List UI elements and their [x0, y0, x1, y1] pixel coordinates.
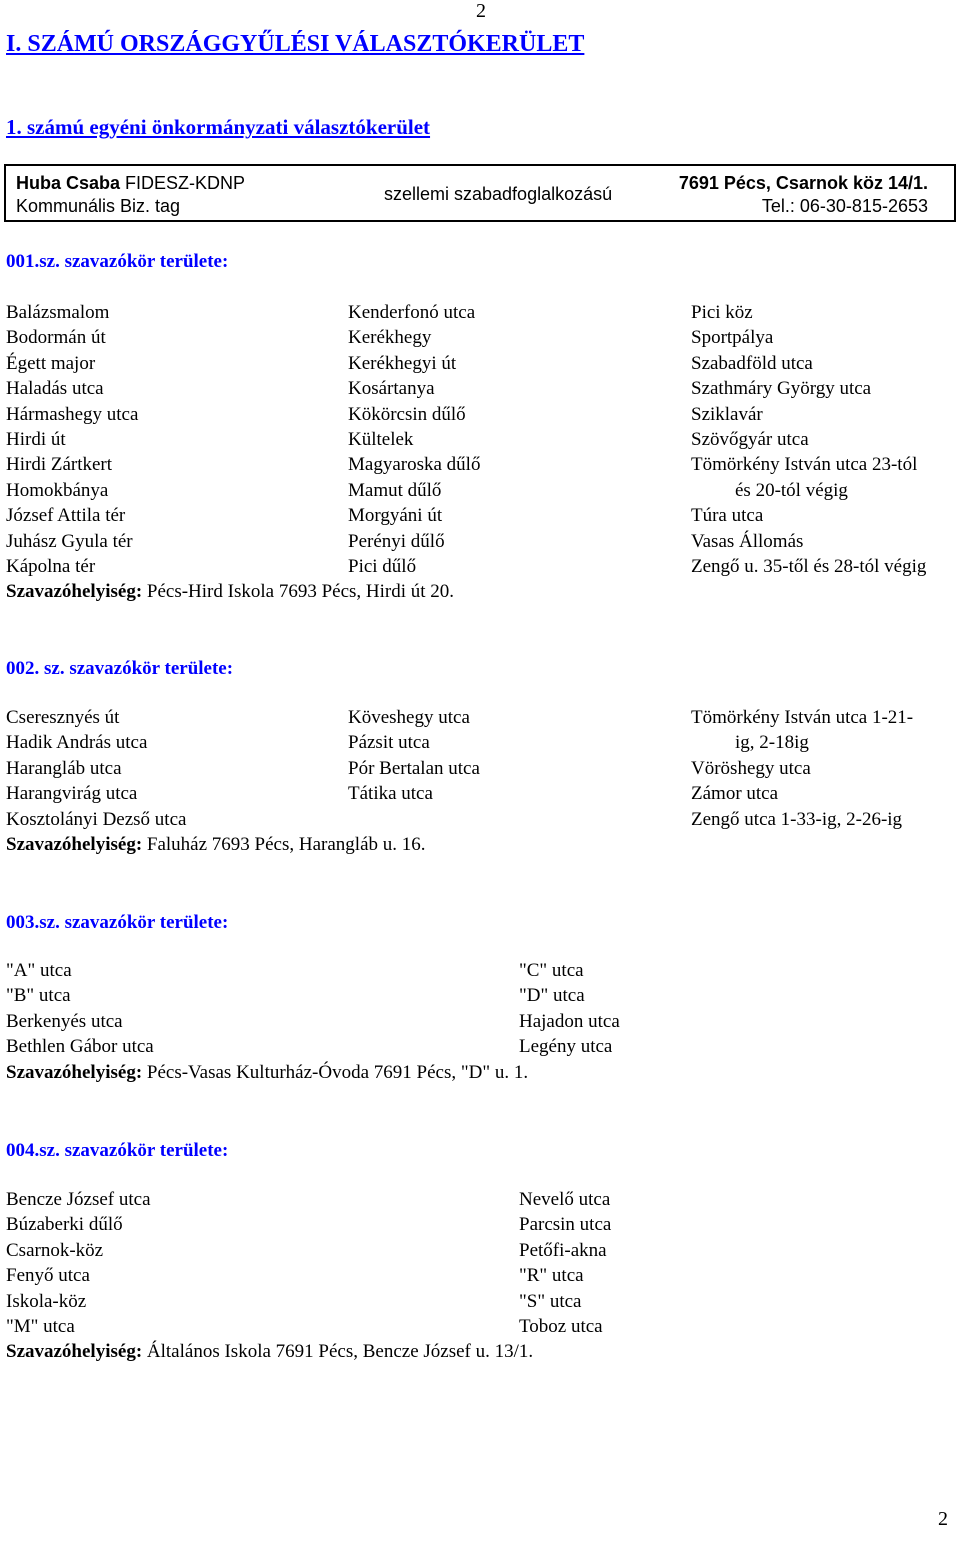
candidate-occupation: szellemi szabadfoglalkozású	[384, 184, 613, 204]
street-item: Legény utca	[519, 1036, 613, 1058]
street-item: "A" utca	[6, 960, 72, 981]
street-item: Hármashegy utca	[6, 403, 139, 425]
candidate-name: Huba Csaba	[16, 173, 121, 193]
street-item: Pór Bertalan utca	[348, 757, 480, 779]
polling-location-label: Szavazóhelyiség:	[6, 1061, 143, 1083]
district-subtitle: 1. számú egyéni önkormányzati választókerület	[6, 115, 431, 139]
street-item: Sziklavár	[691, 403, 763, 425]
street-item: Hirdi Zártkert	[6, 454, 113, 476]
street-item: "R" utca	[519, 1265, 584, 1287]
street-item: Hirdi út	[6, 429, 66, 450]
street-item: Kenderfonó utca	[348, 302, 476, 323]
polling-location-value: Pécs-Vasas Kulturház-Óvoda 7691 Pécs, "D" u. 1.	[142, 1061, 529, 1083]
polling-location-value: Általános Iskola 7691 Pécs, Bencze József u. 13/1.	[142, 1341, 534, 1363]
street-item: Harangláb utca	[6, 757, 122, 779]
street-item: Búzaberki dűlő	[6, 1214, 123, 1236]
street-item: Toboz utca	[519, 1316, 603, 1337]
street-item: Köveshegy utca	[348, 707, 470, 728]
street-item: Tömörkény István utca 23-tól	[691, 454, 918, 476]
candidate-party: FIDESZ-KDNP	[120, 173, 246, 193]
polling-location	[6, 579, 454, 604]
street-item: Égett major	[6, 352, 96, 374]
street-item: Pázsit utca	[348, 732, 430, 754]
street-item: "C" utca	[519, 960, 584, 981]
candidate-address: 7691 Pécs, Csarnok köz 14/1.	[678, 173, 928, 193]
street-item: Morgyáni út	[348, 505, 443, 527]
street-item: Szövőgyár utca	[691, 429, 809, 450]
polling-location-label: Szavazóhelyiség:	[6, 1341, 143, 1363]
street-item: Nevelő utca	[519, 1189, 611, 1210]
street-item: Fenyő utca	[6, 1265, 90, 1287]
street-item: Parcsin utca	[519, 1214, 612, 1236]
district-title: 004.sz. szavazókör területe:	[6, 1140, 229, 1161]
page-number-top: 2	[476, 0, 486, 22]
street-item: Zámor utca	[691, 783, 779, 805]
street-item: Pici köz	[691, 302, 753, 323]
polling-location-value: Pécs-Hird Iskola 7693 Pécs, Hirdi út 20.	[142, 581, 455, 603]
constituency-title: I. SZÁMÚ ORSZÁGGYŰLÉSI VÁLASZTÓKERÜLET	[6, 31, 585, 57]
street-item: Mamut dűlő	[348, 479, 442, 501]
street-item: Tömörkény István utca 1-21-	[691, 707, 914, 728]
street-item: Sportpálya	[691, 327, 774, 349]
street-item: Kerékhegy	[348, 327, 432, 349]
street-item: "D" utca	[519, 985, 585, 1007]
street-item: és 20-tól végig	[735, 479, 848, 501]
street-item: Vasas Állomás	[691, 530, 804, 552]
street-item: József Attila tér	[6, 505, 126, 527]
street-item: Perényi dűlő	[348, 530, 445, 552]
street-item: Homokbánya	[6, 479, 109, 501]
street-item: Kápolna tér	[6, 556, 96, 577]
street-item: Bethlen Gábor utca	[6, 1036, 154, 1058]
street-item: Haladás utca	[6, 378, 104, 400]
polling-location	[6, 1060, 528, 1085]
street-item: Kosártanya	[348, 378, 435, 400]
candidate-name-line	[16, 172, 245, 194]
street-item: Vöröshegy utca	[691, 757, 811, 779]
polling-location	[6, 1339, 533, 1364]
street-item: Csarnok-köz	[6, 1239, 104, 1261]
street-item: Iskola-köz	[6, 1290, 87, 1312]
street-item: Balázsmalom	[6, 302, 110, 323]
street-item: Zengő utca 1-33-ig, 2-26-ig	[691, 808, 903, 830]
street-item: Kerékhegyi út	[348, 352, 457, 374]
street-item: Tátika utca	[348, 783, 433, 805]
street-item: Kökörcsin dűlő	[348, 403, 466, 425]
street-item: ig, 2-18ig	[735, 732, 809, 754]
street-item: Bodormán út	[6, 327, 106, 349]
street-item: Hadik András utca	[6, 732, 148, 754]
candidate-phone: Tel.: 06-30-815-2653	[761, 196, 928, 216]
street-item: "B" utca	[6, 985, 71, 1007]
street-item: Juhász Gyula tér	[6, 530, 133, 552]
street-item: Petőfi-akna	[519, 1239, 607, 1261]
polling-location-label: Szavazóhelyiség:	[6, 581, 143, 603]
street-item: Kosztolányi Dezső utca	[6, 808, 187, 830]
street-item: Túra utca	[691, 505, 764, 527]
district-title: 001.sz. szavazókör területe:	[6, 251, 229, 272]
street-item: "S" utca	[519, 1290, 582, 1312]
polling-location-value: Faluház 7693 Pécs, Harangláb u. 16.	[142, 834, 426, 855]
district-title: 003.sz. szavazókör területe:	[6, 912, 229, 933]
street-item: Zengő u. 35-től és 28-tól végig	[691, 556, 927, 577]
street-item: Berkenyés utca	[6, 1010, 123, 1032]
candidate-role: Kommunális Biz. tag	[16, 196, 181, 216]
street-item: Hajadon utca	[519, 1010, 620, 1032]
street-item: Magyaroska dűlő	[348, 454, 481, 476]
street-item: Kültelek	[348, 429, 414, 450]
street-item: Bencze József utca	[6, 1189, 151, 1210]
street-item: Szabadföld utca	[691, 352, 813, 374]
street-item: Harangvirág utca	[6, 783, 138, 805]
street-item: Cseresznyés út	[6, 707, 120, 728]
polling-location-label: Szavazóhelyiség:	[6, 834, 143, 855]
street-item: Szathmáry György utca	[691, 378, 872, 400]
polling-location	[6, 832, 426, 857]
page-number-bottom: 2	[938, 1508, 948, 1530]
street-item: Pici dűlő	[348, 556, 417, 577]
street-item: "M" utca	[6, 1316, 75, 1337]
district-title: 002. sz. szavazókör területe:	[6, 658, 234, 679]
candidate-box	[4, 164, 956, 222]
